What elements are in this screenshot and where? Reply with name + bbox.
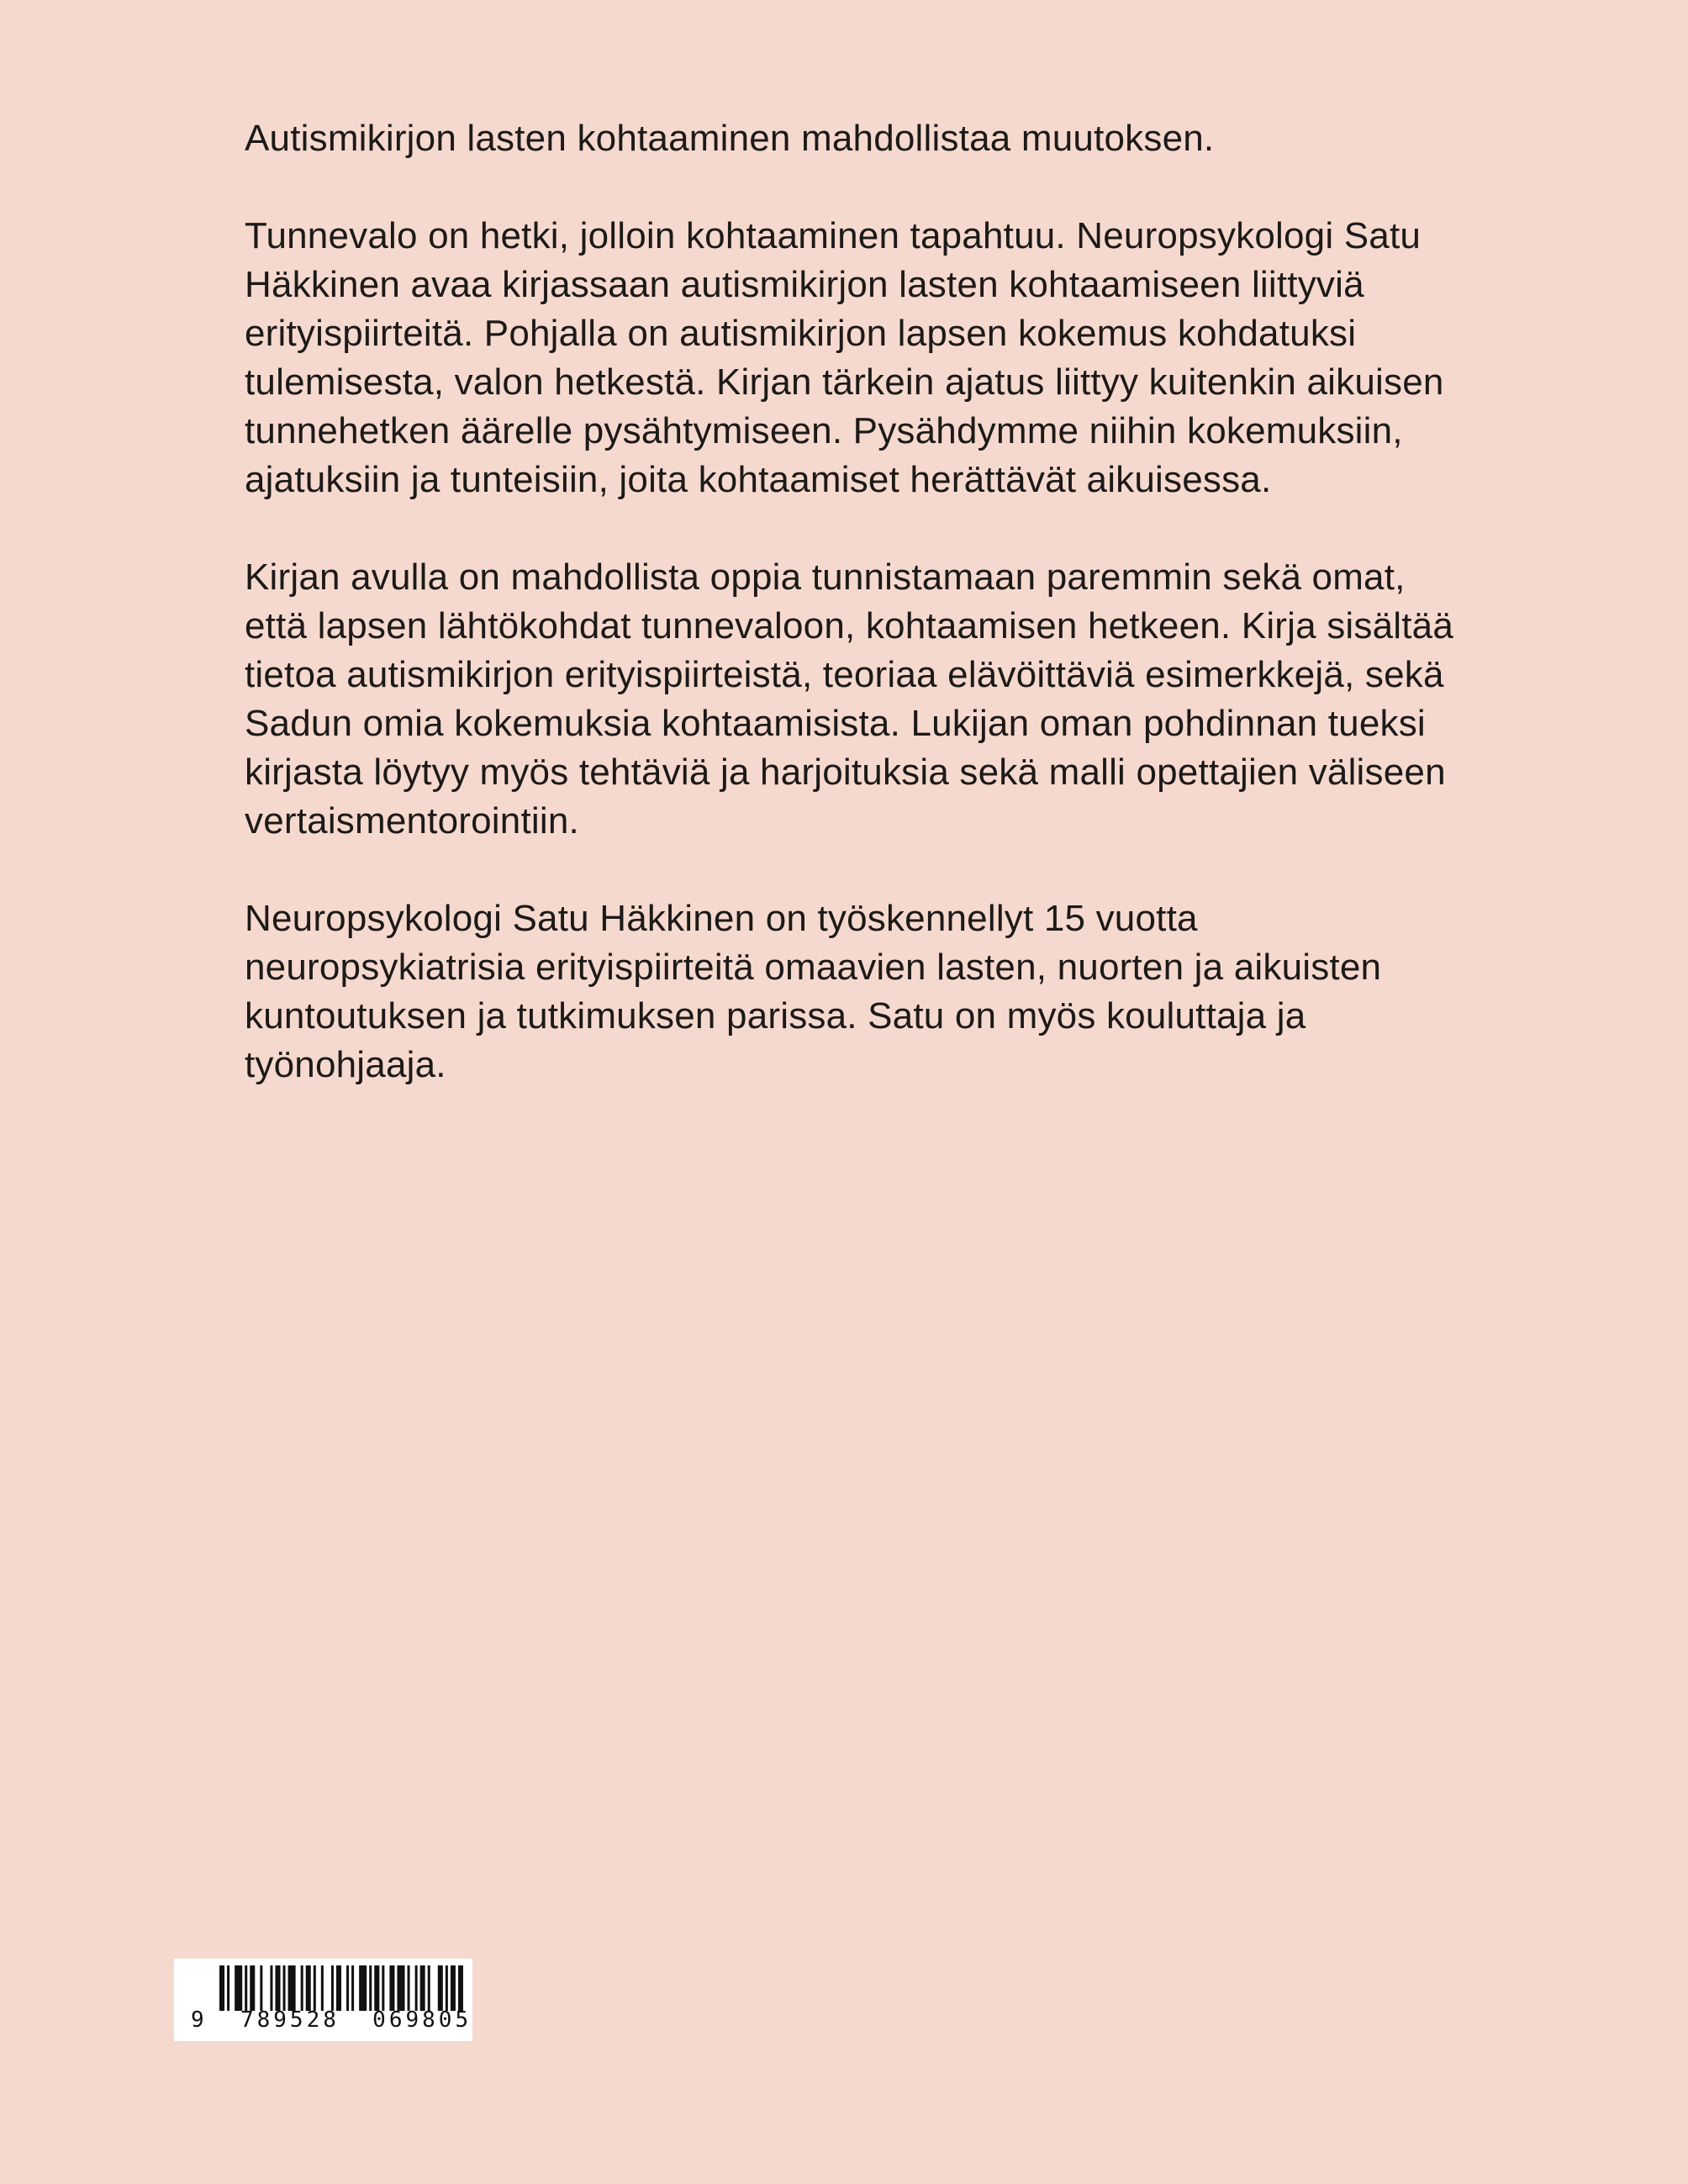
isbn-barcode [174,1959,472,2041]
lead-sentence: Autismikirjon lasten kohtaaminen mahdollistaa muutoksen. [245,118,1215,159]
barcode-bars [219,1965,463,2011]
back-cover-text [245,114,1472,1089]
paragraph-author-bio: Neuropsykologi Satu Häkkinen on työskennellyt 15 vuotta neuropsykiatrisia erityispiirteitä omaavien lasten, nuorten ja aikuisten kuntoutuksen ja tutkimuksen parissa. Satu on myös kouluttaja ja työnohjaaja. [245,898,1382,1085]
paragraph-content: Kirjan avulla on mahdollista oppia tunnistamaan paremmin sekä omat, että lapsen lähtökohdat tunnevaloon, kohtaamisen hetkeen. Kirja sisältää tietoa autismikirjon erityispiirteistä, teoriaa elävöittäviä esimerkkejä, sekä Sadun omia kokemuksia kohtaamisista. Lukijan oman pohdinnan tueksi kirjasta löytyy myös tehtäviä ja harjoituksia sekä malli opettajien väliseen vertaismentorointiin. [245,557,1454,841]
paragraph-intro: Tunnevalo on hetki, jolloin kohtaaminen tapahtuu. Neuropsykologi Satu Häkkinen avaa kirjassaan autismikirjon lasten kohtaamiseen liittyviä erityispiirteitä. Pohjalla on autismikirjon lapsen kokemus kohdatuksi tulemisesta, valon hetkestä. Kirjan tärkein ajatus liittyy kuitenkin aikuisen tunnehetken äärelle pysähtymiseen. Pysähdymme niihin kokemuksiin, ajatuksiin ja tunteisiin, joita kohtaamiset herättävät aikuisessa. [245,215,1444,500]
isbn-number: 9 789528 069805 [191,2007,472,2033]
